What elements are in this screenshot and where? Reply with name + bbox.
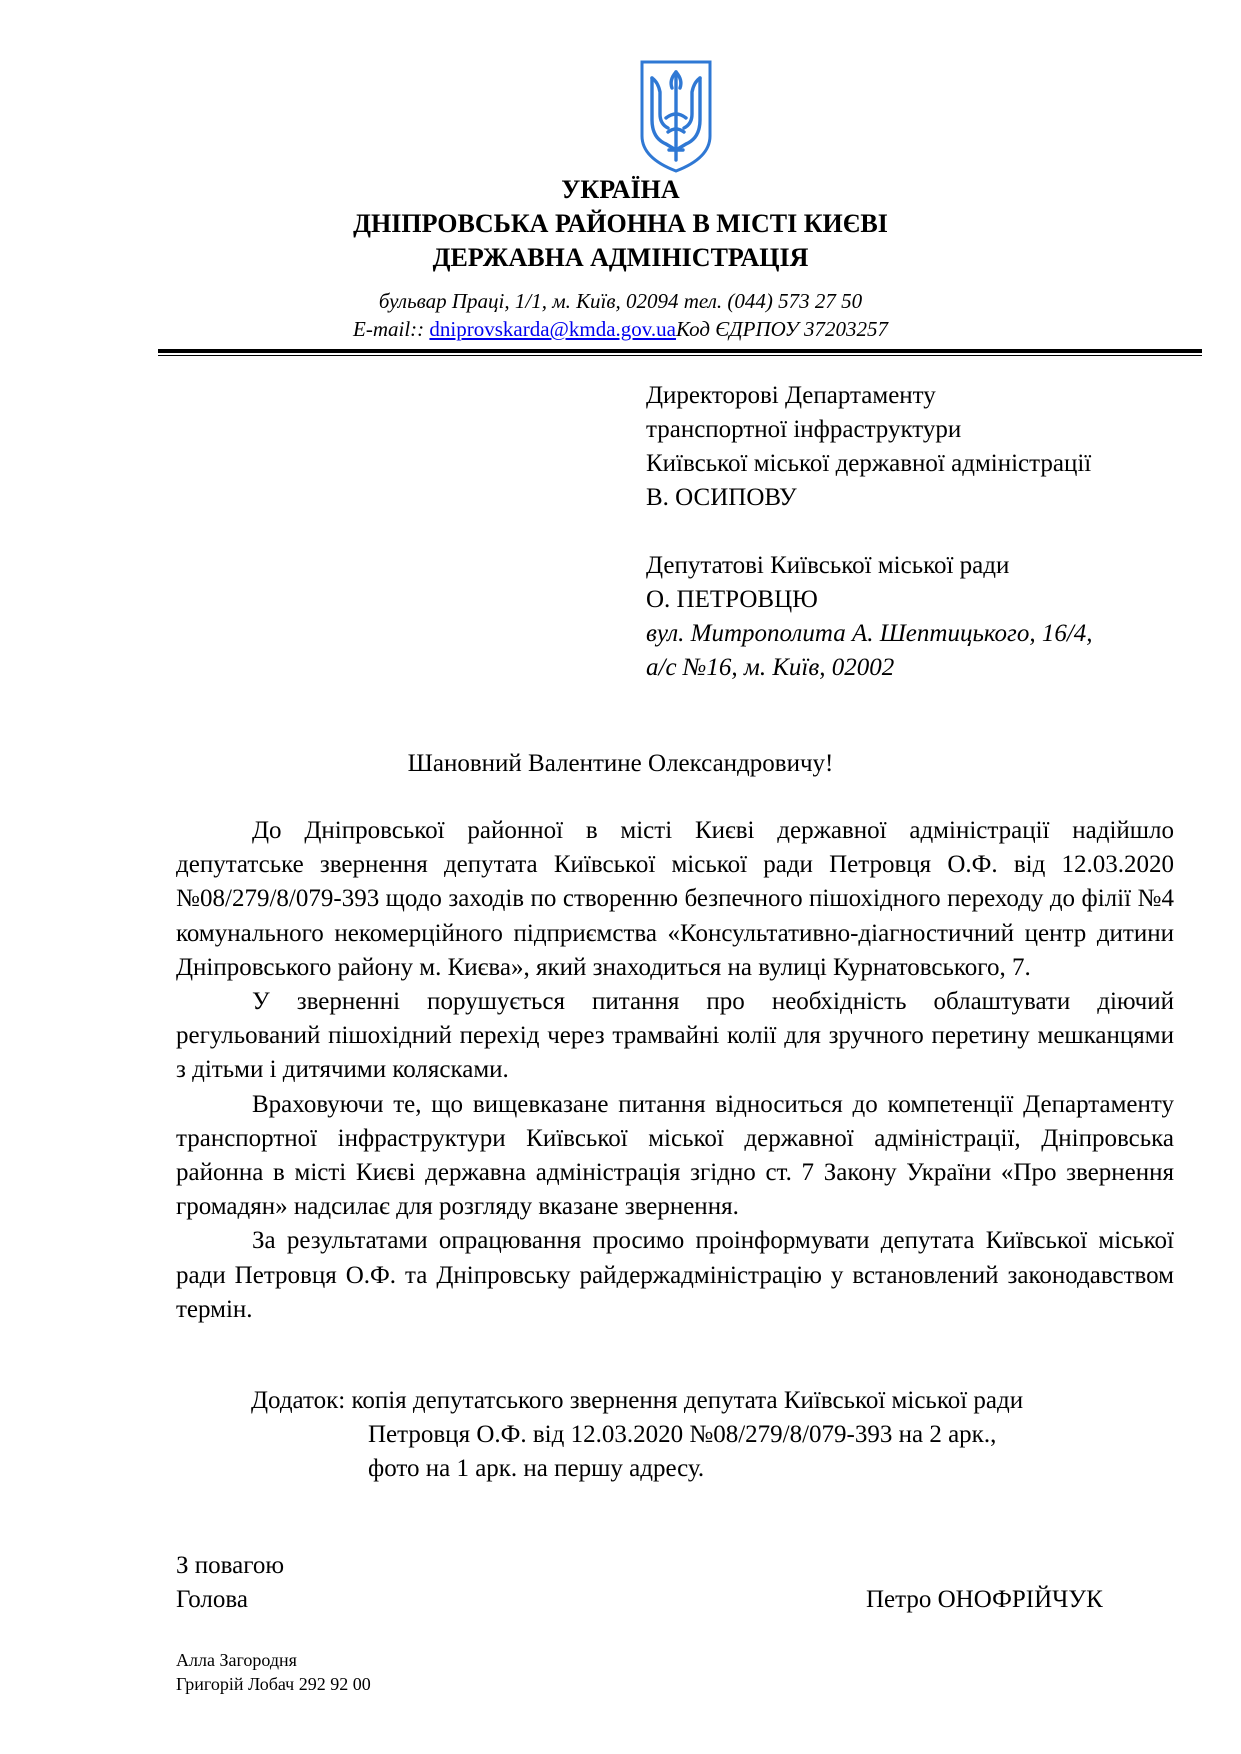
email-label: E-mail:: <box>353 317 430 341</box>
recipient-line: Директорові Департаменту <box>646 382 936 409</box>
letter-body <box>176 814 1174 1327</box>
attachment-line1 <box>251 1384 1211 1418</box>
body-paragraph: За результатами опрацювання просимо проінформувати депутата Київської міської ради Петровця О.Ф. та Дніпровську райдержадміністрацію у встановлений законодавством термін. <box>176 1227 1174 1323</box>
body-paragraph: У зверненні порушується питання про необхідність облаштувати діючий регульований пішохідний перехід через трамвайні колії для зручного перетину мешканцями з дітьми і дитячими колясками. <box>176 988 1174 1084</box>
recipient-line: Київської міської державної адміністрації <box>646 450 1092 477</box>
signatory-position: Голова <box>176 1586 248 1613</box>
attachment-text: копія депутатського звернення депутата Київської міської ради <box>351 1387 1024 1414</box>
contact-line <box>0 316 1241 342</box>
organization-name-line2: ДЕРЖАВНА АДМІНІСТРАЦІЯ <box>432 243 809 272</box>
recipient-address-line: а/с №16, м. Київ, 02002 <box>646 654 895 681</box>
attachment-line3: фото на 1 арк. на першу адресу. <box>368 1455 705 1482</box>
country-title: УКРАЇНА <box>561 175 680 204</box>
executor-line: Григорій Лобач 292 92 00 <box>176 1674 371 1694</box>
recipient-name: В. ОСИПОВУ <box>646 484 797 511</box>
attachment-line2: Петровця О.Ф. від 12.03.2020 №08/279/8/079-393 на 2 арк., <box>368 1421 997 1448</box>
closing-regards: З повагою <box>176 1552 285 1579</box>
email-link[interactable]: dniprovskarda@kmda.gov.ua <box>429 317 677 341</box>
body-paragraph: До Дніпровської районної в місті Києві державної адміністрації надійшло депутатське звернення депутата Київської міської ради Петровця О.Ф. від 12.03.2020 №08/279/8/079-393 щодо заходів по створенню безпечного пішохідного переходу до філії №4 комунального некомерційного підприємства «Консультативно-діагностичний центр дитини Дніпровського району м. Києва», який знаходиться на вулиці Курнатовського, 7. <box>176 817 1174 981</box>
header-divider-thick <box>158 349 1202 353</box>
recipient-name: О. ПЕТРОВЦЮ <box>646 586 818 613</box>
recipient-line: транспортної інфраструктури <box>646 416 962 443</box>
organization-address: бульвар Праці, 1/1, м. Київ, 02094 тел. (044) 573 27 50 <box>378 289 863 313</box>
attachment-label: Додаток: <box>251 1387 352 1414</box>
salutation: Шановний Валентине Олександровичу! <box>407 750 834 777</box>
organization-name-line1: ДНІПРОВСЬКА РАЙОННА В МІСТІ КИЄВІ <box>353 209 888 238</box>
signatory-name: Петро ОНОФРІЙЧУК <box>866 1586 1103 1613</box>
coat-of-arms-icon <box>636 58 716 174</box>
body-paragraph: Враховуючи те, що вищевказане питання відноситься до компетенції Департаменту транспортної інфраструктури Київської міської державної адміністрації, Дніпровська районна в місті Києві державна адміністрація згідно ст. 7 Закону України «Про звернення громадян» надсилає для розгляду вказане звернення. <box>176 1090 1174 1221</box>
executor-line: Алла Загородня <box>176 1650 297 1670</box>
recipient-address-line: вул. Митрополита А. Шептицького, 16/4, <box>646 620 1093 647</box>
recipient-1 <box>646 379 1206 515</box>
header-divider-thin <box>158 355 1202 356</box>
recipient-2 <box>646 549 1206 685</box>
recipient-line: Депутатові Київської міської ради <box>646 552 1010 579</box>
edrpou-code: Код ЄДРПОУ 37203257 <box>676 317 888 341</box>
